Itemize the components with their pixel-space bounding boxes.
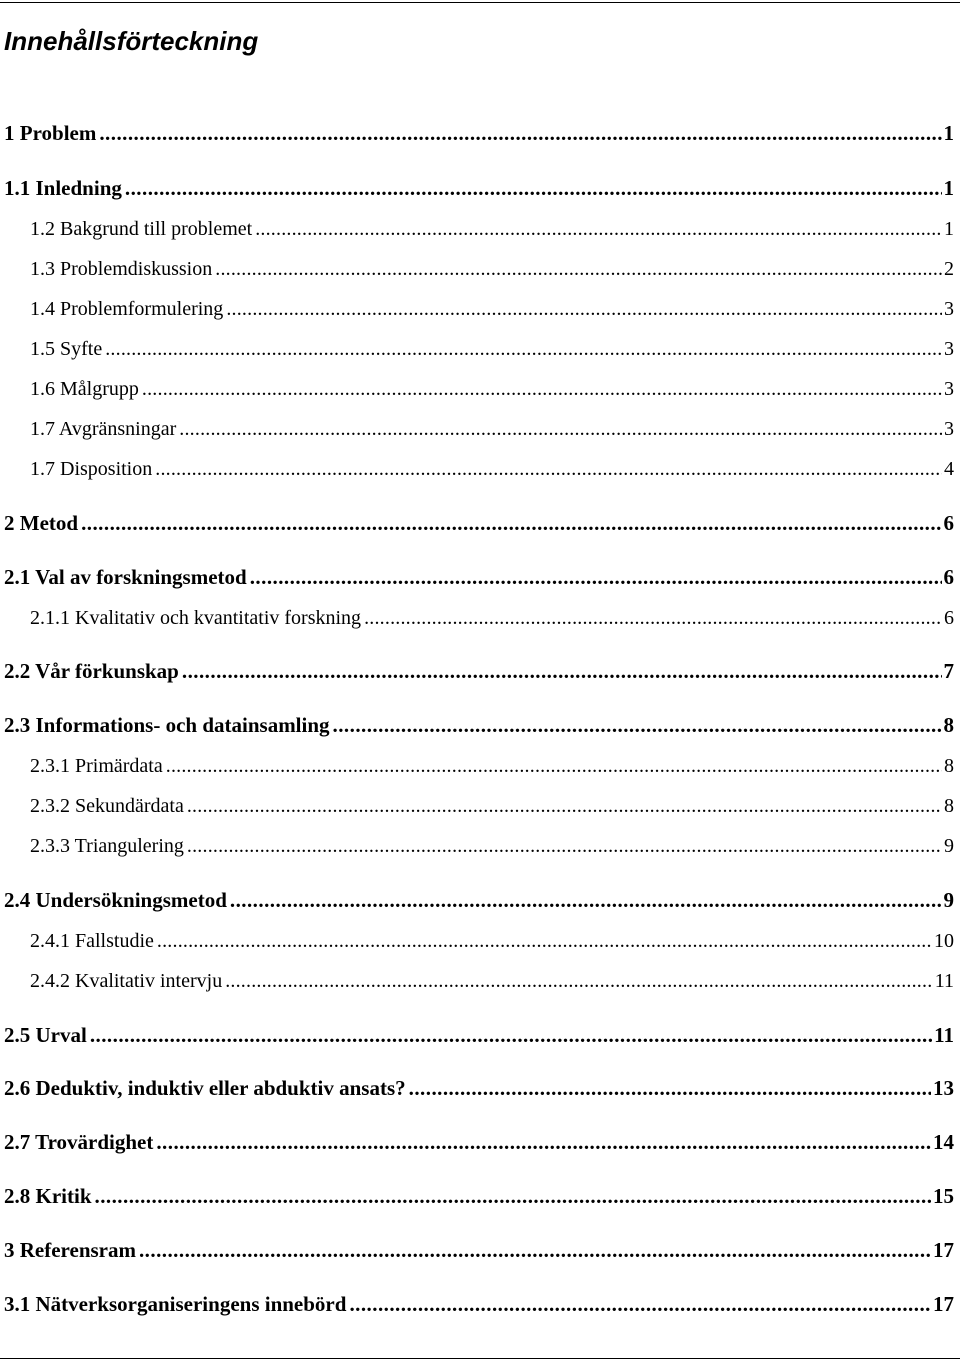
toc-entry-page: 14: [933, 1130, 954, 1154]
toc-entry[interactable]: [4, 173, 954, 203]
toc-entry[interactable]: [30, 603, 954, 633]
toc-entry[interactable]: [30, 926, 954, 956]
toc-entry[interactable]: [4, 710, 954, 740]
dot-leader: [215, 254, 942, 284]
toc-entry-page: 3: [944, 338, 954, 360]
toc-entry[interactable]: [30, 254, 954, 284]
toc-entry-page: 3: [944, 418, 954, 440]
top-rule: [0, 2, 960, 3]
toc-entry[interactable]: [4, 885, 954, 915]
toc-entry-page: 11: [934, 1023, 954, 1047]
dot-leader: [226, 294, 942, 324]
toc-entry[interactable]: [30, 966, 954, 996]
toc-entry-label: 2.1 Val av forskningsmetod: [4, 565, 247, 589]
dot-leader: [409, 1073, 931, 1103]
toc-entry-page: 9: [944, 835, 954, 857]
toc-entry[interactable]: [30, 454, 954, 484]
toc-entry[interactable]: [30, 414, 954, 444]
dot-leader: [105, 334, 942, 364]
toc-entry-label: 2.8 Kritik: [4, 1184, 92, 1208]
dot-leader: [182, 656, 942, 686]
toc-entry-page: 17: [933, 1238, 954, 1262]
toc-entry-label: 1.2 Bakgrund till problemet: [30, 218, 253, 240]
toc-entry-label: 2.3.3 Triangulering: [30, 835, 184, 857]
toc-entry-page: 17: [933, 1292, 954, 1316]
toc-entry[interactable]: [30, 294, 954, 324]
dot-leader: [166, 751, 942, 781]
toc-entry-page: 6: [943, 511, 954, 535]
dot-leader: [155, 454, 942, 484]
toc-entry-page: 15: [933, 1184, 954, 1208]
toc-entry[interactable]: [4, 1020, 954, 1050]
dot-leader: [333, 710, 942, 740]
toc-entry[interactable]: [30, 334, 954, 364]
toc-entry-page: 10: [934, 930, 954, 952]
toc-entry-label: 2.2 Vår förkunskap: [4, 659, 179, 683]
bottom-rule: [0, 1358, 960, 1359]
dot-leader: [364, 603, 942, 633]
toc-entry-label: 1.7 Avgränsningar: [30, 418, 177, 440]
toc-entry[interactable]: [4, 562, 954, 592]
dot-leader: [95, 1181, 932, 1211]
toc-entry-page: 6: [944, 607, 954, 629]
toc-entry[interactable]: [4, 1127, 954, 1157]
toc-entry[interactable]: [30, 214, 954, 244]
toc-entry-page: 2: [944, 258, 954, 280]
dot-leader: [255, 214, 942, 244]
toc-entry-label: 2.4.2 Kvalitativ intervju: [30, 970, 223, 992]
toc-entry-page: 8: [944, 795, 954, 817]
dot-leader: [225, 966, 933, 996]
toc-entry[interactable]: [30, 751, 954, 781]
toc-entry-label: 1.7 Disposition: [30, 458, 153, 480]
toc-entry-label: 2.1.1 Kvalitativ och kvantitativ forskning: [30, 607, 362, 629]
dot-leader: [139, 1235, 931, 1265]
toc-entry-label: 1.6 Målgrupp: [30, 378, 139, 400]
toc-entry-page: 3: [944, 298, 954, 320]
toc-entry-label: 2 Metod: [4, 511, 79, 535]
toc-entry-label: 2.7 Trovärdighet: [4, 1130, 154, 1154]
dot-leader: [349, 1289, 931, 1319]
toc-entry[interactable]: [4, 1181, 954, 1211]
dot-leader: [187, 791, 942, 821]
toc-entry[interactable]: [4, 1289, 954, 1319]
toc-entry[interactable]: [4, 656, 954, 686]
toc-entry-label: 1.3 Problemdiskussion: [30, 258, 213, 280]
dot-leader: [81, 508, 941, 538]
toc-entry[interactable]: [4, 1073, 954, 1103]
toc-entry[interactable]: [4, 118, 954, 148]
toc-entry[interactable]: [30, 791, 954, 821]
toc-entry-label: 1.5 Syfte: [30, 338, 103, 360]
toc-entry[interactable]: [30, 374, 954, 404]
toc-entry-page: 6: [943, 565, 954, 589]
dot-leader: [230, 885, 942, 915]
dot-leader: [142, 374, 942, 404]
toc-entry-page: 4: [944, 458, 954, 480]
toc-entry-page: 3: [944, 378, 954, 400]
dot-leader: [90, 1020, 932, 1050]
toc-entry-label: 2.4 Undersökningsmetod: [4, 888, 227, 912]
toc-entry-page: 9: [943, 888, 954, 912]
toc-entry-label: 1 Problem: [4, 121, 97, 145]
toc-entry-label: 2.4.1 Fallstudie: [30, 930, 154, 952]
page-title: Innehållsförteckning: [4, 26, 259, 56]
toc-entry-label: 2.3.1 Primärdata: [30, 755, 163, 777]
toc-entry-label: 3.1 Nätverksorganiseringens innebörd: [4, 1292, 347, 1316]
toc-entry-label: 3 Referensram: [4, 1238, 136, 1262]
toc-entry[interactable]: [4, 1235, 954, 1265]
dot-leader: [250, 562, 942, 592]
toc-entry-page: 11: [934, 970, 954, 992]
toc-entry-label: 2.3 Informations- och datainsamling: [4, 713, 330, 737]
toc-entry-page: 8: [944, 755, 954, 777]
dot-leader: [156, 1127, 931, 1157]
dot-leader: [125, 173, 942, 203]
toc-entry-page: 1: [943, 121, 954, 145]
toc-entry-page: 7: [943, 659, 954, 683]
toc-entry-page: 1: [943, 176, 954, 200]
dot-leader: [187, 831, 942, 861]
dot-leader: [99, 118, 941, 148]
toc-entry[interactable]: [4, 508, 954, 538]
toc-entry-label: 1.1 Inledning: [4, 176, 122, 200]
toc-entry-label: 2.5 Urval: [4, 1023, 87, 1047]
dot-leader: [179, 414, 942, 444]
toc-entry-label: 2.6 Deduktiv, induktiv eller abduktiv ansats?: [4, 1076, 406, 1100]
dot-leader: [157, 926, 932, 956]
toc-entry-page: 1: [944, 218, 954, 240]
toc-entry-page: 13: [933, 1076, 954, 1100]
toc-entry-page: 8: [943, 713, 954, 737]
toc-entry-label: 1.4 Problemformulering: [30, 298, 224, 320]
toc-entry[interactable]: [30, 831, 954, 861]
toc-entry-label: 2.3.2 Sekundärdata: [30, 795, 184, 817]
